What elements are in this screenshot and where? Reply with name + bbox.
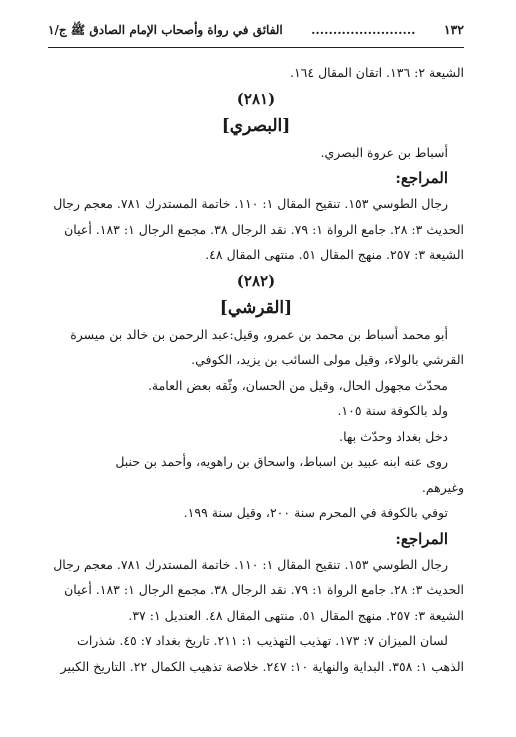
entry-282-ref-line: الحديث ٣: ٢٨. جامع الرواة ١: ٧٩. نقد الرجال ٣٨. مجمع الرجال ١: ١٨٣. أعيان — [64, 582, 464, 597]
entry-282-number: (٢٨٢) — [236, 271, 276, 290]
entry-282-death: توفي بالكوفة في المحرم سنة ٢٠٠، وقيل سنة ١٩٩. — [183, 505, 448, 520]
entry-282-tag: [القرشي] — [219, 297, 293, 318]
entry-282-refs-heading: المراجع: — [395, 529, 448, 548]
entry-282-fact: محدّث مجهول الحال، وقيل من الحسان، وثّقه بعض العامة. — [147, 377, 448, 393]
entry-282-fact: روى عنه ابنه عبيد بن اسباط، واسحاق بن راهويه، وأحمد بن حنبل — [115, 454, 448, 469]
entry-281-refs-heading: المراجع: — [395, 169, 448, 187]
entry-281-number: (٢٨١) — [236, 89, 276, 108]
entry-282-fact: دخل بغداد وحدّث بها. — [339, 428, 448, 444]
entry-282-ref-line: لسان الميزان ٧: ١٧٣. تهذيب التهذيب ١: ٢١١. تاريخ بغداد ٧: ٤٥. شذرات — [77, 633, 448, 648]
page-number: ١٣٢ — [443, 22, 464, 37]
entry-281-ref-line: الشيعة ٣: ٢٥٧. منهج المقال ٥١. منتهى المقال ٤٨. — [205, 247, 464, 262]
entry-282-ref-line: الشيعة ٣: ٢٥٧. منهج المقال ٥١. منتهى المقال ٤٨. العنديل ١: ٣٧. — [128, 607, 464, 623]
entry-281-ref-line: رجال الطوسي ١٥٣. تنقيح المقال ١: ١١٠. خاتمة المستدرك ٧٨١. معجم رجال — [53, 196, 448, 211]
entry-282-fact-cont: وغيرهم. — [421, 479, 464, 495]
entry-282-body-line: أبو محمد أسباط بن محمد بن عمرو، وقيل:عبد الرحمن بن خالد بن ميسرة — [70, 326, 448, 342]
entry-282-fact: ولد بالكوفة سنة ١٠٥. — [337, 403, 448, 418]
entry-281-tag: [البصري] — [221, 115, 291, 136]
running-header — [48, 22, 464, 48]
entry-282-ref-line: الذهب ١: ٣٥٨. البداية والنهاية ١٠: ٢٤٧. خلاصة تذهيب الكمال ٢٢. التاريخ الكبير — [60, 658, 464, 674]
entry-282-body-line: القرشي بالولاء، وقيل مولى السائب بن يزيد، الكوفي. — [191, 352, 464, 367]
entry-282-ref-line: رجال الطوسي ١٥٣. تنقيح المقال ١: ١١٠. خاتمة المستدرك ٧٨١. معجم رجال — [53, 556, 448, 572]
book-title: الفائق في رواة وأصحاب الإمام الصادق ﷺ ج/١ — [48, 23, 283, 37]
header-dots: ........................ — [311, 22, 416, 37]
entry-281-name: أسباط بن عروة البصري. — [320, 144, 448, 160]
entry-281-ref-line: الحديث ٣: ٢٨. جامع الرواة ١: ٧٩. نقد الرجال ٣٨. مجمع الرجال ١: ١٨٣. أعيان — [64, 221, 464, 237]
carryover-line: الشيعة ٢: ١٣٦. اتقان المقال ١٦٤. — [289, 65, 464, 80]
